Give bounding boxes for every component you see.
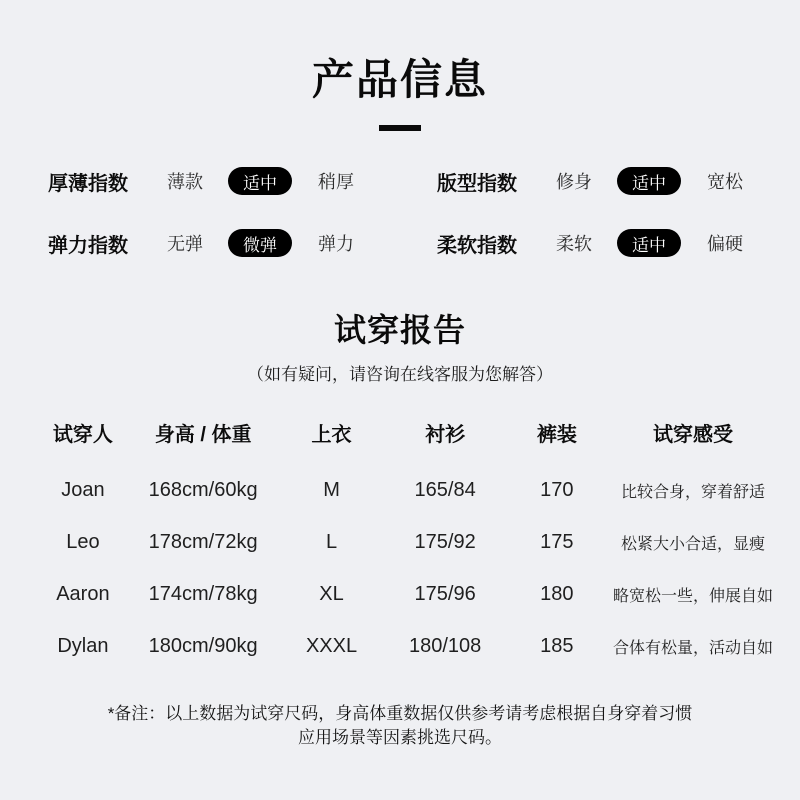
table-cell: 170 (540, 478, 574, 501)
table-cell: XXXL (305, 634, 358, 657)
index-label: 版型指数 (437, 172, 517, 195)
footnote-line-2: 应用场景等因素挑选尺码。 (298, 728, 502, 747)
index-label: 厚薄指数 (48, 172, 128, 195)
table-cell: 松紧大小合适，显瘦 (620, 535, 765, 553)
table-cell: 168cm/60kg (148, 478, 258, 501)
index-option: 无弹 (167, 234, 203, 254)
title-divider (379, 125, 421, 131)
report-title: 试穿报告 (333, 312, 466, 348)
table-cell: 185 (540, 634, 574, 657)
index-options (140, 167, 371, 195)
table-cell: Aaron (56, 582, 110, 605)
column-header: 身高 / 体重 (154, 423, 252, 446)
table-cell: Leo (66, 530, 100, 553)
footnote-line-1: *备注：以上数据为试穿尺码，身高体重数据仅供参考请考虑根据自身穿着习惯 (107, 704, 693, 723)
table-cell: 180/108 (408, 634, 482, 657)
table-row (30, 464, 770, 516)
index-option: 宽松 (707, 172, 743, 192)
index-option: 偏硬 (707, 234, 743, 254)
index-option: 稍厚 (318, 172, 354, 192)
index-option-selected: 微弹 (228, 229, 292, 257)
table-row (30, 516, 770, 568)
table-cell: 178cm/72kg (148, 530, 258, 553)
column-header: 裤装 (536, 423, 577, 446)
table-cell: XL (319, 582, 344, 605)
table-cell: Dylan (57, 634, 109, 657)
table-cell: 165/84 (414, 478, 476, 501)
page-title: 产品信息 (311, 56, 488, 103)
table-cell: 175 (540, 530, 574, 553)
table-cell: 比较合身，穿着舒适 (620, 483, 765, 501)
index-option: 弹力 (318, 234, 354, 254)
table-cell: 合体有松量，活动自如 (613, 639, 774, 657)
table-row (30, 568, 774, 620)
table-cell: 180 (540, 582, 574, 605)
table-cell: 180cm/90kg (148, 634, 258, 657)
index-label: 弹力指数 (48, 234, 128, 257)
table-cell: Joan (61, 478, 105, 501)
index-options (529, 229, 760, 257)
column-header: 试穿人 (52, 423, 113, 446)
fit-report-table (0, 412, 800, 672)
index-row (437, 167, 760, 195)
table-row (30, 620, 774, 672)
index-options (529, 167, 760, 195)
report-subtitle: （如有疑问，请咨询在线客服为您解答） (247, 365, 553, 384)
report-table-body (30, 464, 774, 672)
index-row (437, 229, 760, 257)
table-cell: 175/92 (414, 530, 476, 553)
index-options (140, 229, 371, 257)
index-row (48, 229, 400, 257)
index-option: 柔软 (556, 234, 592, 254)
index-option-selected: 适中 (228, 167, 292, 195)
table-cell: L (325, 530, 338, 553)
table-cell: 175/96 (414, 582, 476, 605)
index-option-selected: 适中 (617, 167, 681, 195)
index-option-selected: 适中 (617, 229, 681, 257)
product-indexes (0, 167, 800, 257)
index-option: 修身 (556, 172, 592, 192)
index-label: 柔软指数 (437, 234, 517, 257)
table-cell: 174cm/78kg (148, 582, 258, 605)
column-header: 上衣 (311, 423, 352, 446)
column-header: 试穿感受 (653, 423, 733, 446)
index-option: 薄款 (167, 172, 203, 192)
page-header (0, 0, 800, 131)
footnote (0, 702, 800, 750)
report-table-head (30, 412, 770, 452)
table-cell: M (323, 478, 340, 501)
table-cell: 略宽松一些，伸展自如 (613, 587, 774, 605)
index-row (48, 167, 400, 195)
column-header: 衬衫 (425, 423, 466, 446)
